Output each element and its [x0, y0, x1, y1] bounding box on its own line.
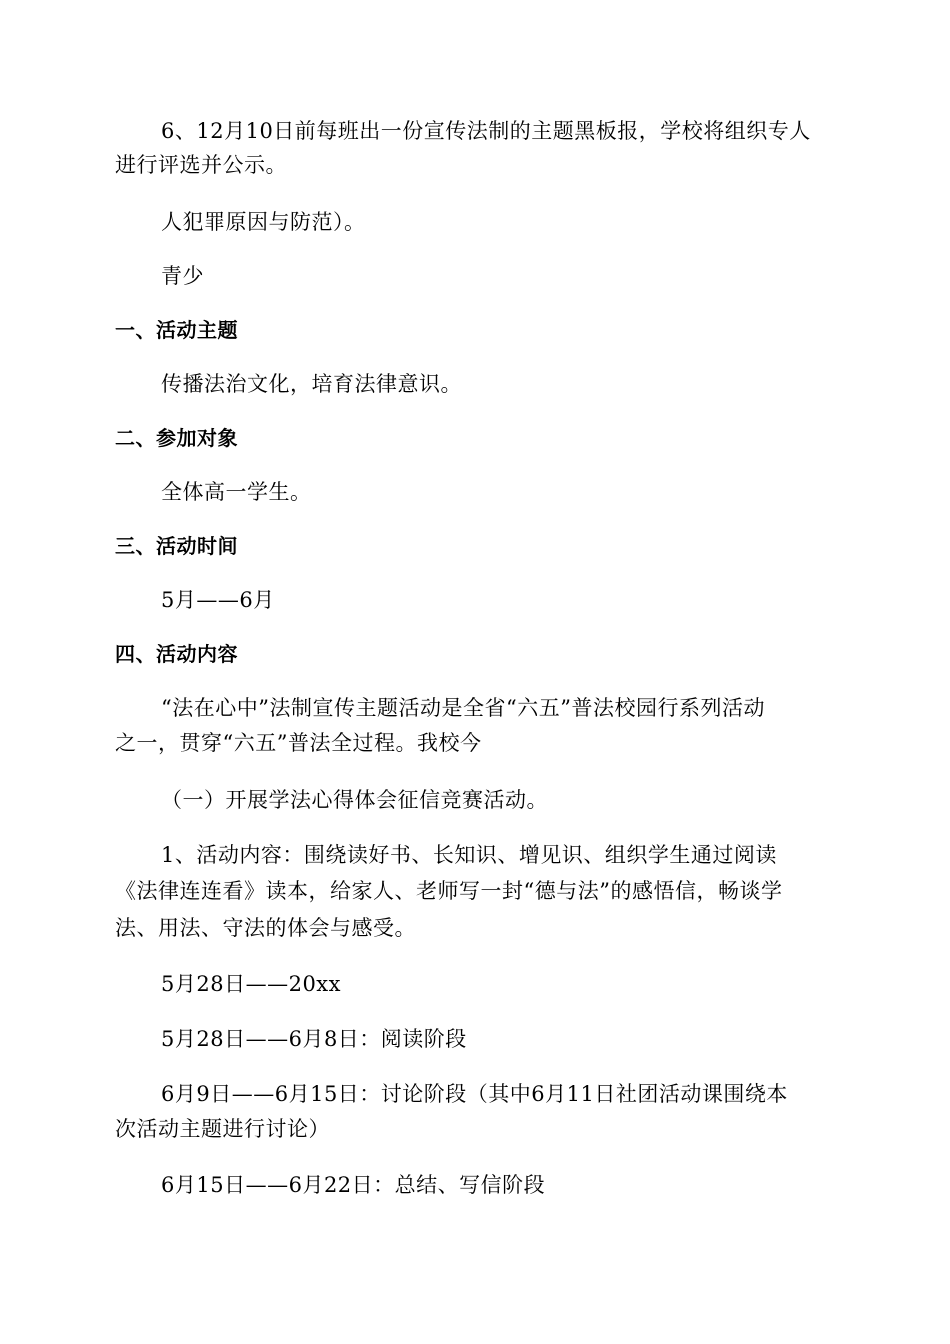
paragraph-line: 进行评选并公示。 — [115, 153, 287, 177]
paragraph-line: 5月——6月 — [161, 588, 275, 612]
paragraph-line: 法、用法、守法的体会与感受。 — [115, 916, 416, 940]
section-heading: 二、参加对象 — [115, 426, 238, 450]
paragraph-line: 传播法治文化，培育法律意识。 — [161, 372, 462, 396]
paragraph-line: 5月28日——6月8日：阅读阶段 — [161, 1027, 467, 1051]
paragraph-line: 6月15日——6月22日：总结、写信阶段 — [161, 1173, 546, 1197]
paragraph-line: 5月28日——20xx — [161, 972, 341, 996]
paragraph-line: 1、活动内容：围绕读好书、长知识、增见识、组织学生通过阅读 — [161, 843, 777, 867]
paragraph-line: 《法律连连看》读本，给家人、老师写一封“德与法”的感悟信，畅谈学 — [115, 879, 783, 903]
section-heading: 四、活动内容 — [115, 642, 238, 666]
paragraph-line: 青少 — [161, 264, 204, 288]
paragraph-line: 之一，贯穿“六五”普法全过程。我校今 — [115, 731, 482, 755]
paragraph-line: 人犯罪原因与防范）。 — [161, 210, 366, 234]
paragraph-line: 6、12月10日前每班出一份宣传法制的主题黑板报，学校将组织专人 — [161, 119, 811, 143]
paragraph-line: “法在心中”法制宣传主题活动是全省“六五”普法校园行系列活动 — [161, 696, 765, 720]
paragraph-line: 全体高一学生。 — [161, 480, 312, 504]
section-heading: 一、活动主题 — [115, 318, 238, 342]
paragraph-line: 次活动主题进行讨论） — [115, 1117, 330, 1141]
subsection-heading: （一）开展学法心得体会征信竞赛活动。 — [161, 788, 548, 812]
paragraph-line: 6月9日——6月15日：讨论阶段（其中6月11日社团活动课围绕本 — [161, 1082, 788, 1106]
section-heading: 三、活动时间 — [115, 534, 238, 558]
